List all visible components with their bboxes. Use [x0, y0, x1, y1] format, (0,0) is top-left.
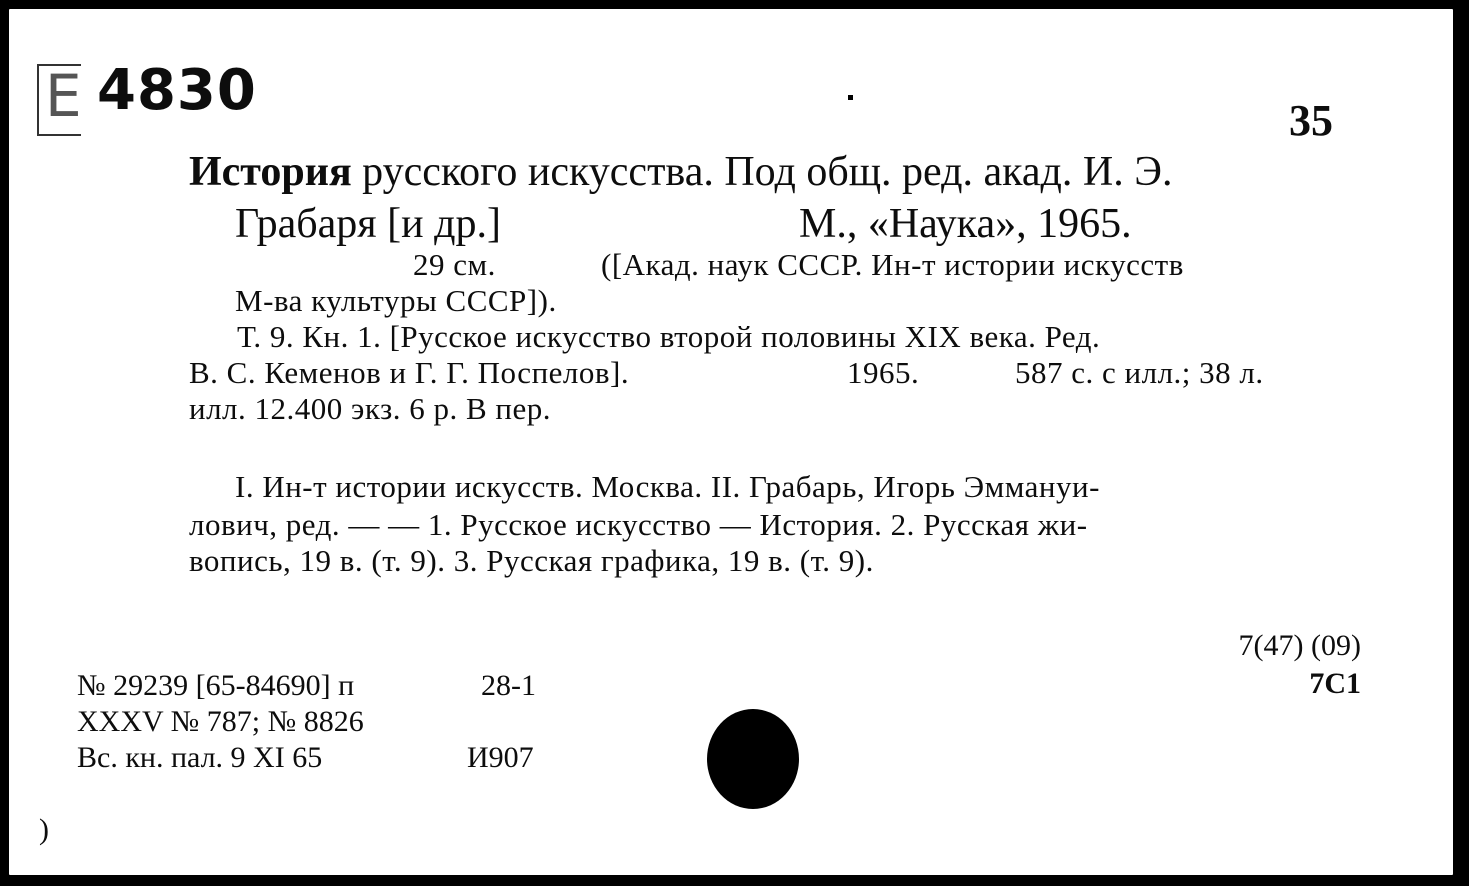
corner-mark: ) [39, 813, 49, 846]
title-rest: русского искусства. Под общ. ред. акад. И. Э. [351, 149, 1173, 195]
classification-index: 7С1 [1309, 667, 1361, 700]
title-first-word: История [189, 149, 352, 195]
tracings-line-3: вопись, 19 в. (т. 9). 3. Русская графика, 19 в. (т. 9). [189, 543, 874, 578]
volume-line-3: илл. 12.400 экз. 6 р. В пер. [189, 391, 552, 426]
series-line-2: М-ва культуры СССР]). [235, 283, 557, 318]
ink-dot [848, 95, 853, 100]
volume-pages: 587 с. с илл.; 38 л. [1015, 355, 1264, 390]
classification-code: 7(47) (09) [1238, 629, 1361, 662]
volume-year: 1965. [847, 355, 920, 390]
volume-line-1: Т. 9. Кн. 1. [Русское искусство второй половины XIX века. Ред. [237, 319, 1101, 354]
title-editor: Грабаря [и др.] [235, 201, 501, 247]
registry-order: И907 [467, 741, 534, 774]
registry-code: 28-1 [481, 669, 536, 702]
registry-line-2: XXXV № 787; № 8826 [77, 705, 364, 738]
physical-size: 29 см. [413, 247, 496, 282]
registry-chamber-date: Вс. кн. пал. 9 XI 65 [77, 741, 323, 774]
title-line-1 [189, 151, 1172, 193]
card-number: 35 [1289, 96, 1333, 145]
tracings-line-1: I. Ин-т истории искусств. Москва. II. Грабарь, Игорь Эммануи- [235, 469, 1100, 504]
volume-editors: В. С. Кеменов и Г. Г. Поспелов]. [189, 355, 630, 390]
registry-number: № 29239 [65-84690] п [77, 669, 355, 702]
imprint: М., «Наука», 1965. [799, 201, 1132, 247]
stamp-letter: E [45, 62, 82, 130]
tracings-line-2: лович, ред. — — 1. Русское искусство — История. 2. Русская жи- [189, 507, 1088, 542]
catalog-card [6, 6, 1456, 878]
series-line-1: ([Акад. наук СССР. Ин-т истории искусств [601, 247, 1184, 282]
punch-hole [707, 709, 799, 809]
handwritten-number: 4830 [97, 58, 257, 123]
